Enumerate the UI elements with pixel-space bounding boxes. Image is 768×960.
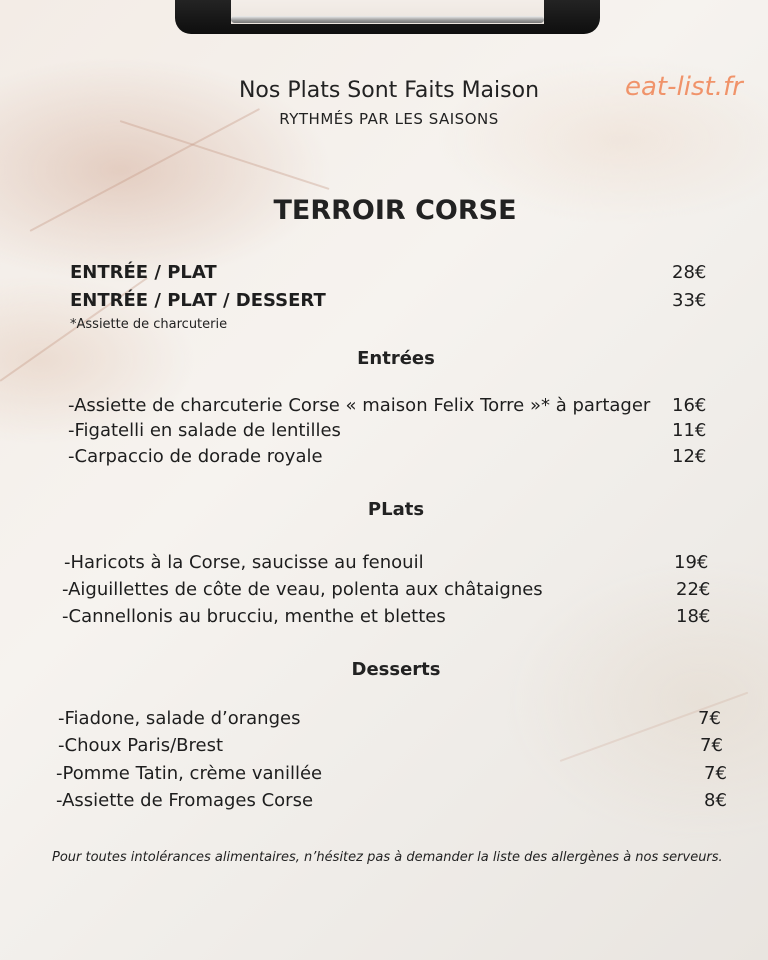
menu-item-price: 19€ [674,552,709,573]
menu-item-price: 16€ [672,395,707,416]
subtagline: RYTHMÉS PAR LES SAISONS [279,110,499,128]
clip-rod [231,16,544,23]
menu-item-name: -Assiette de charcuterie Corse « maison Felix Torre »* à partager [68,395,651,416]
menu-item-price: 7€ [698,708,721,729]
menu-item-price: 12€ [672,446,707,467]
menu-item-name: -Carpaccio de dorade royale [68,446,323,467]
menu-item-name: -Fiadone, salade d’oranges [58,708,301,729]
formula-note: *Assiette de charcuterie [70,317,228,332]
menu-item-name: -Haricots à la Corse, saucisse au fenouil [64,552,424,573]
formula-label: ENTRÉE / PLAT / DESSERT [70,290,326,311]
menu-item-name: -Figatelli en salade de lentilles [68,420,341,441]
watermark: eat-list.fr [625,72,743,102]
section-title-entrees: Entrées [357,348,435,369]
menu-title: TERROIR CORSE [273,195,517,226]
section-title-plats: PLats [367,499,425,520]
menu-item-price: 8€ [704,790,727,811]
allergen-notice: Pour toutes intolérances alimentaires, n’hésitez pas à demander la liste des allergènes à nos serveurs. [52,850,723,865]
menu-item-price: 22€ [676,579,711,600]
clipboard-clip [175,0,600,38]
menu-item-name: -Aiguillettes de côte de veau, polenta aux châtaignes [62,579,543,600]
menu-item-name: -Cannellonis au brucciu, menthe et blettes [62,606,446,627]
menu-item-price: 7€ [700,735,723,756]
formula-price: 33€ [672,290,707,311]
formula-label: ENTRÉE / PLAT [70,262,217,283]
menu-item-name: -Assiette de Fromages Corse [56,790,314,811]
menu-item-name: -Choux Paris/Brest [58,735,224,756]
section-title-desserts: Desserts [351,659,441,680]
menu-item-name: -Pomme Tatin, crème vanillée [56,763,323,784]
menu-item-price: 18€ [676,606,711,627]
formula-price: 28€ [672,262,707,283]
marble-vein [120,120,330,190]
menu-item-price: 11€ [672,420,707,441]
menu-item-price: 7€ [704,763,727,784]
tagline: Nos Plats Sont Faits Maison [238,78,540,103]
